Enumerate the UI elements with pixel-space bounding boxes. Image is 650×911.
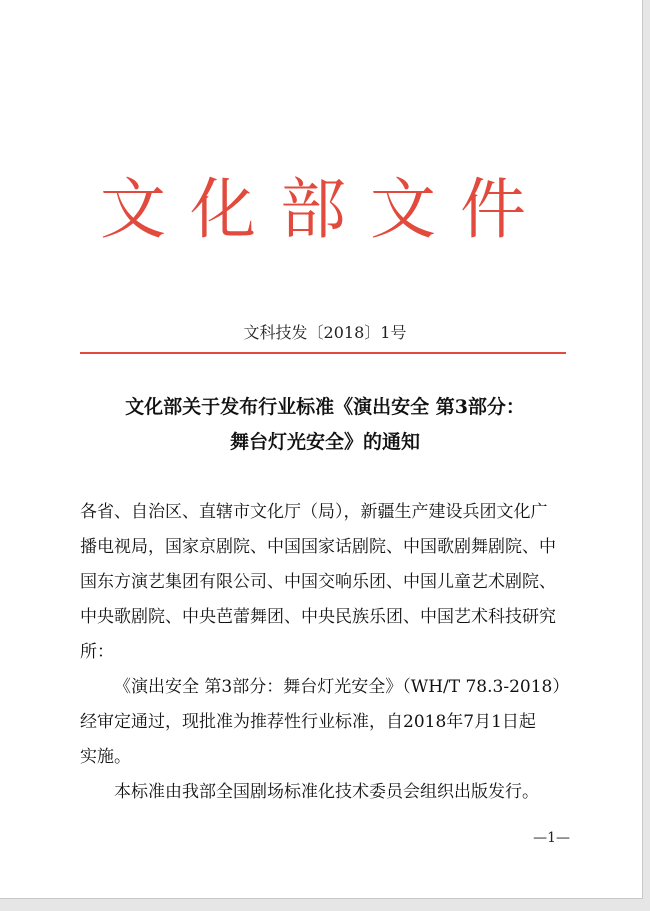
body-line: 国东方演艺集团有限公司、中国交响乐团、中国儿童艺术剧院、 xyxy=(80,572,556,592)
masthead-title: 文化部文件 xyxy=(100,171,550,248)
notice-title-line-2: 舞台灯光安全》的通知 xyxy=(229,431,420,453)
body-line: 播电视局，国家京剧院、中国国家话剧院、中国歌剧舞剧院、中 xyxy=(80,537,556,557)
notice-title-line-1: 文化部关于发布行业标准《演出安全 第3部分： xyxy=(125,396,525,418)
body-line: 本标准由我部全国剧场标准化技术委员会组织出版发行。 xyxy=(114,782,539,802)
red-divider-rule xyxy=(80,352,566,354)
body-line: 各省、自治区、直辖市文化厅（局），新疆生产建设兵团文化广 xyxy=(80,502,548,522)
body-line: 经审定通过，现批准为推荐性行业标准，自2018年7月1日起 xyxy=(80,712,536,732)
document-number: 文科技发〔2018〕1号 xyxy=(243,323,407,342)
body-line: 所： xyxy=(80,642,114,662)
body-line: 实施。 xyxy=(80,747,131,767)
notice-body xyxy=(80,495,570,810)
scan-edge-bottom xyxy=(0,899,650,911)
body-line: 中央歌剧院、中央芭蕾舞团、中央民族乐团、中国艺术科技研究 xyxy=(80,607,556,627)
body-line: 《演出安全 第3部分：舞台灯光安全》（WH/T 78.3-2018） xyxy=(114,677,570,697)
notice-title xyxy=(60,390,590,460)
scan-edge-right xyxy=(643,0,650,911)
page-number: —1— xyxy=(533,830,570,846)
